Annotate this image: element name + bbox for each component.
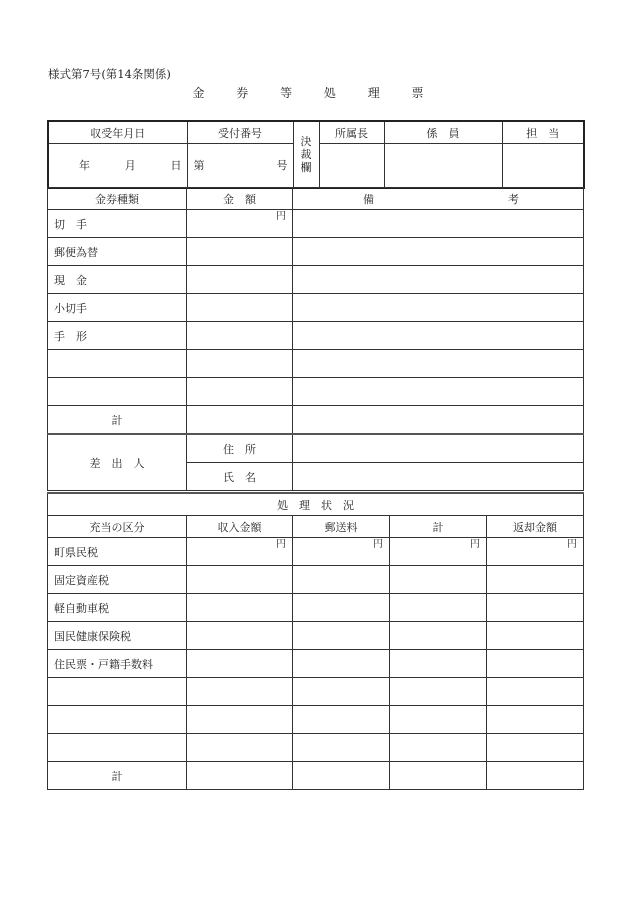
total-field[interactable] bbox=[390, 622, 487, 650]
col-amount: 金 額 bbox=[187, 188, 293, 210]
refund-field[interactable] bbox=[487, 650, 584, 678]
staff-label: 係 員 bbox=[384, 121, 502, 144]
voucher-row-label: 小切手 bbox=[48, 294, 187, 322]
remarks-field[interactable] bbox=[293, 210, 584, 238]
amount-field[interactable]: 円 bbox=[187, 210, 293, 238]
col-voucher-type: 金券種類 bbox=[48, 188, 187, 210]
page-title: 金 券 等 処 理 票 bbox=[192, 86, 438, 100]
director-stamp-field[interactable] bbox=[319, 144, 384, 188]
category-row-label: 国民健康保険税 bbox=[48, 622, 187, 650]
director-label: 所属長 bbox=[319, 121, 384, 144]
remarks-field[interactable] bbox=[293, 406, 584, 435]
postage-field[interactable] bbox=[293, 594, 390, 622]
total-field[interactable] bbox=[390, 650, 487, 678]
refund-field[interactable] bbox=[487, 678, 584, 706]
refund-field[interactable] bbox=[487, 706, 584, 734]
staff-stamp-field[interactable] bbox=[384, 144, 502, 188]
amount-field[interactable] bbox=[187, 238, 293, 266]
total-field[interactable] bbox=[390, 678, 487, 706]
voucher-row-label[interactable] bbox=[48, 378, 187, 406]
income-field[interactable] bbox=[187, 678, 293, 706]
category-row-label: 固定資産税 bbox=[48, 566, 187, 594]
col-refund: 返却金額 bbox=[487, 516, 584, 538]
remarks-field[interactable] bbox=[293, 378, 584, 406]
postage-field[interactable] bbox=[293, 650, 390, 678]
category-row-label: 軽自動車税 bbox=[48, 594, 187, 622]
amount-field[interactable] bbox=[187, 294, 293, 322]
col-category: 充当の区分 bbox=[48, 516, 187, 538]
received-date-field[interactable]: 年 月 日 bbox=[48, 144, 187, 188]
voucher-table bbox=[47, 187, 584, 491]
header-table bbox=[47, 120, 585, 189]
amount-field[interactable] bbox=[187, 350, 293, 378]
remarks-field[interactable] bbox=[293, 350, 584, 378]
income-field[interactable]: 円 bbox=[187, 538, 293, 566]
received-date-label: 収受年月日 bbox=[48, 121, 187, 144]
processing-table bbox=[47, 492, 584, 790]
refund-field[interactable] bbox=[487, 734, 584, 762]
income-total-field[interactable] bbox=[187, 762, 293, 790]
refund-field[interactable]: 円 bbox=[487, 538, 584, 566]
voucher-total-label: 計 bbox=[48, 406, 187, 435]
voucher-row-label: 現 金 bbox=[48, 266, 187, 294]
income-field[interactable] bbox=[187, 566, 293, 594]
address-field[interactable] bbox=[293, 434, 584, 463]
income-field[interactable] bbox=[187, 622, 293, 650]
amount-field[interactable] bbox=[187, 266, 293, 294]
charge-stamp-field[interactable] bbox=[502, 144, 584, 188]
amount-total-field[interactable] bbox=[187, 406, 293, 435]
refund-field[interactable] bbox=[487, 566, 584, 594]
reception-no-field[interactable]: 第 号 bbox=[187, 144, 293, 188]
remarks-field[interactable] bbox=[293, 322, 584, 350]
col-postage: 郵送料 bbox=[293, 516, 390, 538]
reception-no-label: 受付番号 bbox=[187, 121, 293, 144]
col-income: 収入金額 bbox=[187, 516, 293, 538]
total-field[interactable] bbox=[390, 706, 487, 734]
address-label: 住 所 bbox=[187, 434, 293, 463]
refund-total-field[interactable] bbox=[487, 762, 584, 790]
total-field[interactable]: 円 bbox=[390, 538, 487, 566]
col-total: 計 bbox=[390, 516, 487, 538]
voucher-row-label[interactable] bbox=[48, 350, 187, 378]
income-field[interactable] bbox=[187, 706, 293, 734]
category-row-label[interactable] bbox=[48, 734, 187, 762]
refund-field[interactable] bbox=[487, 594, 584, 622]
refund-field[interactable] bbox=[487, 622, 584, 650]
sender-label: 差 出 人 bbox=[48, 434, 187, 491]
form-number: 様式第7号(第14条関係) bbox=[48, 67, 171, 81]
total-field[interactable] bbox=[390, 734, 487, 762]
name-label: 氏 名 bbox=[187, 463, 293, 491]
income-field[interactable] bbox=[187, 734, 293, 762]
category-row-label: 住民票・戸籍手数料 bbox=[48, 650, 187, 678]
name-field[interactable] bbox=[293, 463, 584, 491]
postage-field[interactable] bbox=[293, 622, 390, 650]
income-field[interactable] bbox=[187, 594, 293, 622]
category-row-label[interactable] bbox=[48, 706, 187, 734]
total-total-field[interactable] bbox=[390, 762, 487, 790]
category-row-label[interactable] bbox=[48, 678, 187, 706]
processing-section-label: 処 理 状 況 bbox=[48, 493, 584, 516]
total-field[interactable] bbox=[390, 594, 487, 622]
charge-label: 担 当 bbox=[502, 121, 584, 144]
processing-total-label: 計 bbox=[48, 762, 187, 790]
postage-field[interactable] bbox=[293, 706, 390, 734]
postage-total-field[interactable] bbox=[293, 762, 390, 790]
total-field[interactable] bbox=[390, 566, 487, 594]
remarks-field[interactable] bbox=[293, 266, 584, 294]
approval-label: 決 裁 欄 bbox=[293, 121, 319, 188]
voucher-row-label: 手 形 bbox=[48, 322, 187, 350]
postage-field[interactable]: 円 bbox=[293, 538, 390, 566]
category-row-label: 町県民税 bbox=[48, 538, 187, 566]
postage-field[interactable] bbox=[293, 734, 390, 762]
amount-field[interactable] bbox=[187, 378, 293, 406]
col-remarks: 備 考 bbox=[293, 188, 584, 210]
remarks-field[interactable] bbox=[293, 238, 584, 266]
voucher-row-label: 切 手 bbox=[48, 210, 187, 238]
income-field[interactable] bbox=[187, 650, 293, 678]
amount-field[interactable] bbox=[187, 322, 293, 350]
remarks-field[interactable] bbox=[293, 294, 584, 322]
voucher-row-label: 郵便為替 bbox=[48, 238, 187, 266]
postage-field[interactable] bbox=[293, 678, 390, 706]
postage-field[interactable] bbox=[293, 566, 390, 594]
